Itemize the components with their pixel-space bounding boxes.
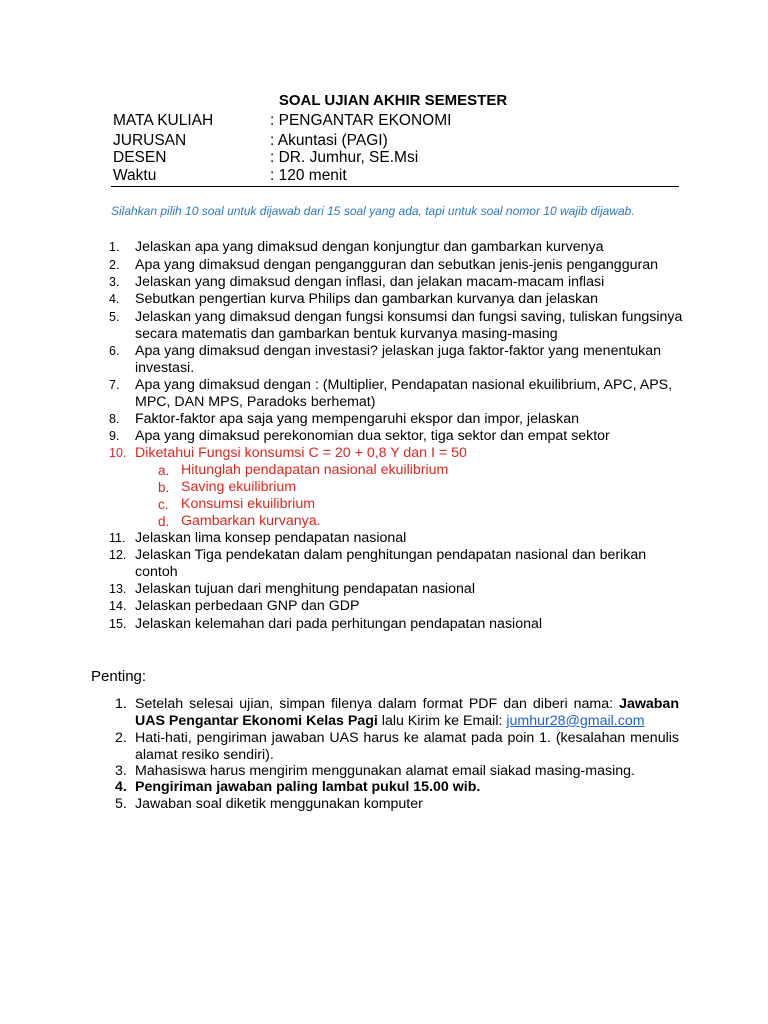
question-number: 15.	[109, 617, 127, 631]
note-text-part: Setelah selesai ujian, simpan filenya dalam format PDF dan diberi nama:	[135, 696, 620, 712]
info-value: : Akuntasi (PAGI)	[270, 132, 388, 149]
note-text: Pengiriman jawaban paling lambat pukul 15.00 wib.	[135, 779, 481, 795]
header-divider	[111, 186, 679, 187]
notes-heading: Penting:	[91, 668, 147, 685]
note-number: 1.	[115, 696, 127, 712]
note-text-part: lalu Kirim ke Email:	[377, 713, 507, 729]
question-number: 12.	[109, 548, 127, 562]
subquestion-text: Hitunglah pendapatan nasional ekuilibrium	[181, 462, 449, 478]
question-number: 4.	[109, 292, 120, 306]
subquestion-letter: a.	[158, 463, 170, 478]
question-text: Jelaskan yang dimaksud dengan fungsi konsumsi dan fungsi saving, tuliskan fungsinya secara matematis dan gambarkan bentuk kurvanya masing-masing	[135, 309, 683, 342]
question-number: 5.	[109, 310, 120, 324]
question-number: 6.	[109, 344, 120, 358]
instruction-note: Silahkan pilih 10 soal untuk dijawab dari 15 soal yang ada, tapi untuk soal nomor 10 wajib dijawab.	[111, 204, 635, 218]
question-number: 3.	[109, 275, 120, 289]
subquestion-letter: d.	[158, 514, 170, 529]
question-text: Jelaskan apa yang dimaksud dengan konjungtur dan gambarkan kurvenya	[135, 239, 604, 255]
question-number: 14.	[109, 599, 127, 613]
question-number: 10.	[109, 446, 127, 460]
note-number: 3.	[115, 763, 127, 779]
question-number: 13.	[109, 582, 127, 596]
question-number: 2.	[109, 258, 120, 272]
info-value: : 120 menit	[270, 167, 347, 184]
question-number: 1.	[109, 240, 120, 254]
info-value: : PENGANTAR EKONOMI	[270, 112, 452, 129]
exam-title: SOAL UJIAN AKHIR SEMESTER	[278, 92, 508, 109]
note-text: Mahasiswa harus mengirim menggunakan alamat email siakad masing-masing.	[135, 763, 635, 779]
question-text: Diketahui Fungsi konsumsi C = 20 + 0,8 Y dan I = 50	[135, 445, 467, 461]
question-text: Apa yang dimaksud dengan pengangguran dan sebutkan jenis-jenis pengangguran	[135, 257, 658, 273]
subquestion-letter: c.	[158, 497, 169, 512]
subquestion-text: Saving ekuilibrium	[181, 479, 297, 495]
question-number: 8.	[109, 412, 120, 426]
question-text: Apa yang dimaksud dengan investasi? jelaskan juga faktor-faktor yang menentukan investasi.	[135, 343, 662, 376]
question-text: Jelaskan Tiga pendekatan dalam penghitungan pendapatan nasional dan berikan contoh	[135, 547, 647, 580]
filename-emphasis: Jawaban UAS Pengantar Ekonomi Kelas Pagi	[135, 696, 679, 729]
question-text: Sebutkan pengertian kurva Philips dan gambarkan kurvanya dan jelaskan	[135, 291, 598, 307]
note-text: Hati-hati, pengiriman jawaban UAS harus ke alamat pada poin 1. (kesalahan menulis alamat resiko sendiri).	[135, 730, 679, 763]
info-label: JURUSAN	[113, 132, 187, 149]
question-number: 7.	[109, 378, 120, 392]
info-label: MATA KULIAH	[113, 112, 214, 129]
subquestion-text: Gambarkan kurvanya.	[181, 513, 321, 529]
info-label: DESEN	[113, 149, 167, 166]
question-text: Jelaskan yang dimaksud dengan inflasi, dan jelakan macam-macam inflasi	[135, 274, 605, 290]
note-number: 5.	[115, 796, 127, 812]
question-text: Apa yang dimaksud perekonomian dua sektor, tiga sektor dan empat sektor	[135, 428, 610, 444]
question-text: Jelaskan tujuan dari menghitung pendapatan nasional	[135, 581, 475, 597]
note-text: Jawaban soal diketik menggunakan komputer	[135, 796, 423, 812]
subquestion-letter: b.	[158, 480, 170, 495]
note-text	[135, 696, 679, 730]
question-text: Jelaskan lima konsep pendapatan nasional	[135, 530, 407, 546]
subquestion-text: Konsumsi ekuilibrium	[181, 496, 316, 512]
note-number: 4.	[115, 779, 127, 795]
info-value: : DR. Jumhur, SE.Msi	[270, 149, 419, 166]
question-text: Faktor-faktor apa saja yang mempengaruhi ekspor dan impor, jelaskan	[135, 411, 579, 427]
question-number: 9.	[109, 429, 120, 443]
email-link[interactable]: jumhur28@gmail.com	[506, 713, 645, 729]
question-text: Jelaskan kelemahan dari pada perhitungan pendapatan nasional	[135, 616, 543, 632]
info-label: Waktu	[113, 167, 157, 184]
question-number: 11.	[109, 531, 126, 545]
question-text: Jelaskan perbedaan GNP dan GDP	[135, 598, 360, 614]
question-text: Apa yang dimaksud dengan : (Multiplier, Pendapatan nasional ekuilibrium, APC, APS, MPC, DAN MPS, Paradoks berhemat)	[135, 377, 673, 410]
note-number: 2.	[115, 730, 127, 746]
